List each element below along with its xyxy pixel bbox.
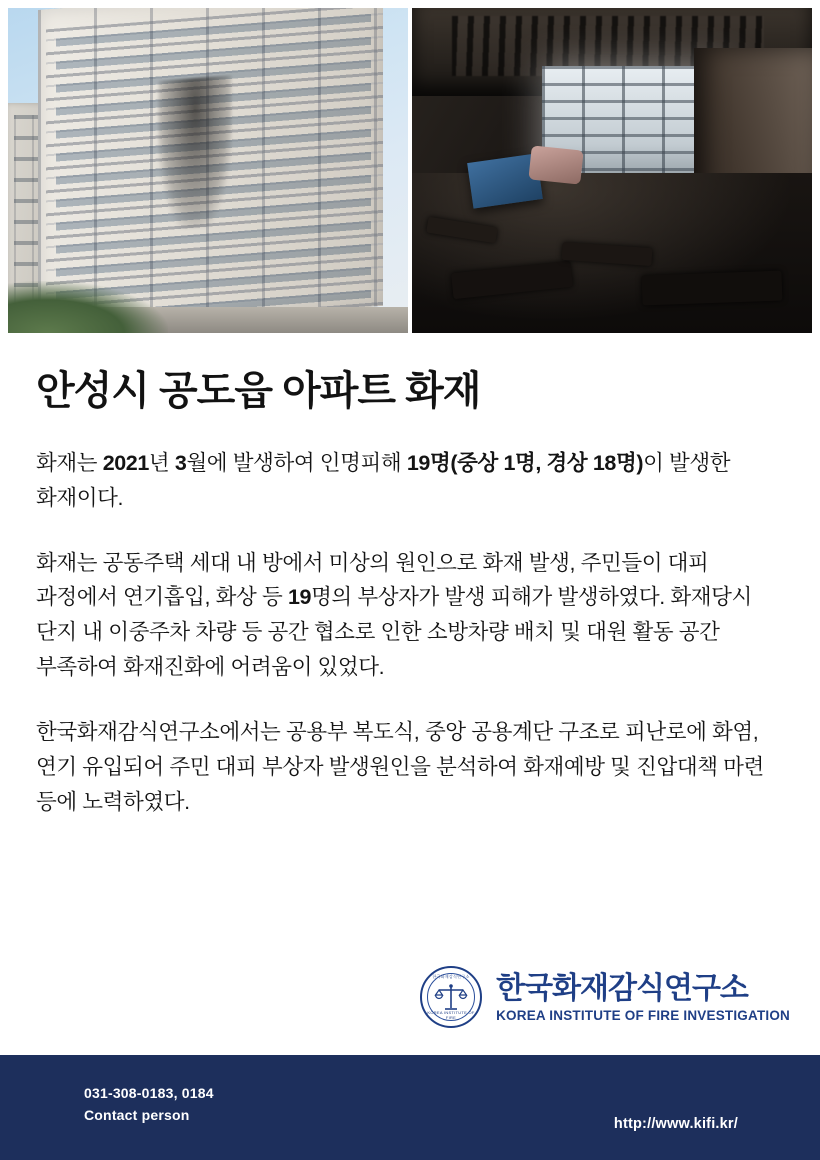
paragraph-institute xyxy=(36,715,784,819)
footer-website-link[interactable]: http://www.kifi.kr/ xyxy=(613,1116,738,1132)
apartment-exterior-photo xyxy=(8,8,408,333)
footer-phone: 031-308-0183, 0184 xyxy=(84,1085,214,1101)
body-text: 화재는 xyxy=(36,451,103,475)
photo-strip xyxy=(8,8,812,333)
pink-debris-object xyxy=(528,145,583,184)
paragraph-list xyxy=(36,446,784,819)
page-title: 안성시 공도읍 아파트 화재 xyxy=(36,369,481,413)
footer-contact-block xyxy=(84,1083,214,1126)
emblem-top-text: 한국화재감식연구소 xyxy=(432,974,470,979)
emphasis-text: 명) xyxy=(615,451,644,475)
institute-name-en: KOREA INSTITUTE OF FIRE INVESTIGATION xyxy=(496,1007,790,1023)
institute-emblem-icon xyxy=(420,966,482,1028)
body-text: 년 xyxy=(148,451,175,475)
paragraph-detail xyxy=(36,546,784,685)
institute-name-kr: 한국화재감식연구소 xyxy=(496,971,748,1005)
body-text: 월에 발생하여 인명피해 xyxy=(186,451,407,475)
logo-text-block xyxy=(496,972,790,1023)
footer-contact-label: Contact person xyxy=(84,1106,190,1123)
body-text: 한국화재감식연구소에서는 공용부 복도식, 중앙 공용계단 구조로 피난로에 화염, 연기 유입되어 주민 대피 부상자 발생원인을 분석하여 화재예방 및 진압대책 마련 등에 노력하였다. xyxy=(36,719,764,814)
emphasis-text: 2021 xyxy=(102,451,149,475)
body-text: 이 발생한 화재이다. xyxy=(36,451,731,510)
emphasis-text: 3 xyxy=(174,451,187,475)
soot-stain xyxy=(158,75,232,231)
article-content xyxy=(0,333,820,819)
paragraph-summary xyxy=(36,446,784,516)
body-text: 명의 부상자가 발생 피해가 발생하였다. 화재당시 단지 내 이중주차 차량 등 공간 협소로 인한 소방차량 배치 및 대원 활동 공간 부족하여 화재진화에 어려움이 있었다. xyxy=(36,585,752,680)
emphasis-text: 1 xyxy=(503,451,515,475)
body-text: 화재는 공동주택 세대 내 방에서 미상의 원인으로 화재 발생, 주민들이 대피 과정에서 연기흡입, 화상 등 xyxy=(36,550,709,610)
emphasis-text: 19 xyxy=(287,585,312,610)
emphasis-text: 명(중상 xyxy=(429,451,504,475)
tree-foliage xyxy=(8,281,168,333)
footer-bar xyxy=(0,1055,820,1160)
debris-piece xyxy=(642,271,783,306)
emphasis-text: 명, 경상 xyxy=(515,451,593,475)
emphasis-text: 18 xyxy=(592,451,616,475)
scales-of-justice-icon xyxy=(434,982,468,1012)
emphasis-text: 19 xyxy=(406,451,430,475)
institute-logo xyxy=(420,966,790,1028)
emblem-bottom-text: KOREA INSTITUTE OF FIRE xyxy=(427,1010,475,1020)
burned-interior-photo xyxy=(412,8,812,333)
